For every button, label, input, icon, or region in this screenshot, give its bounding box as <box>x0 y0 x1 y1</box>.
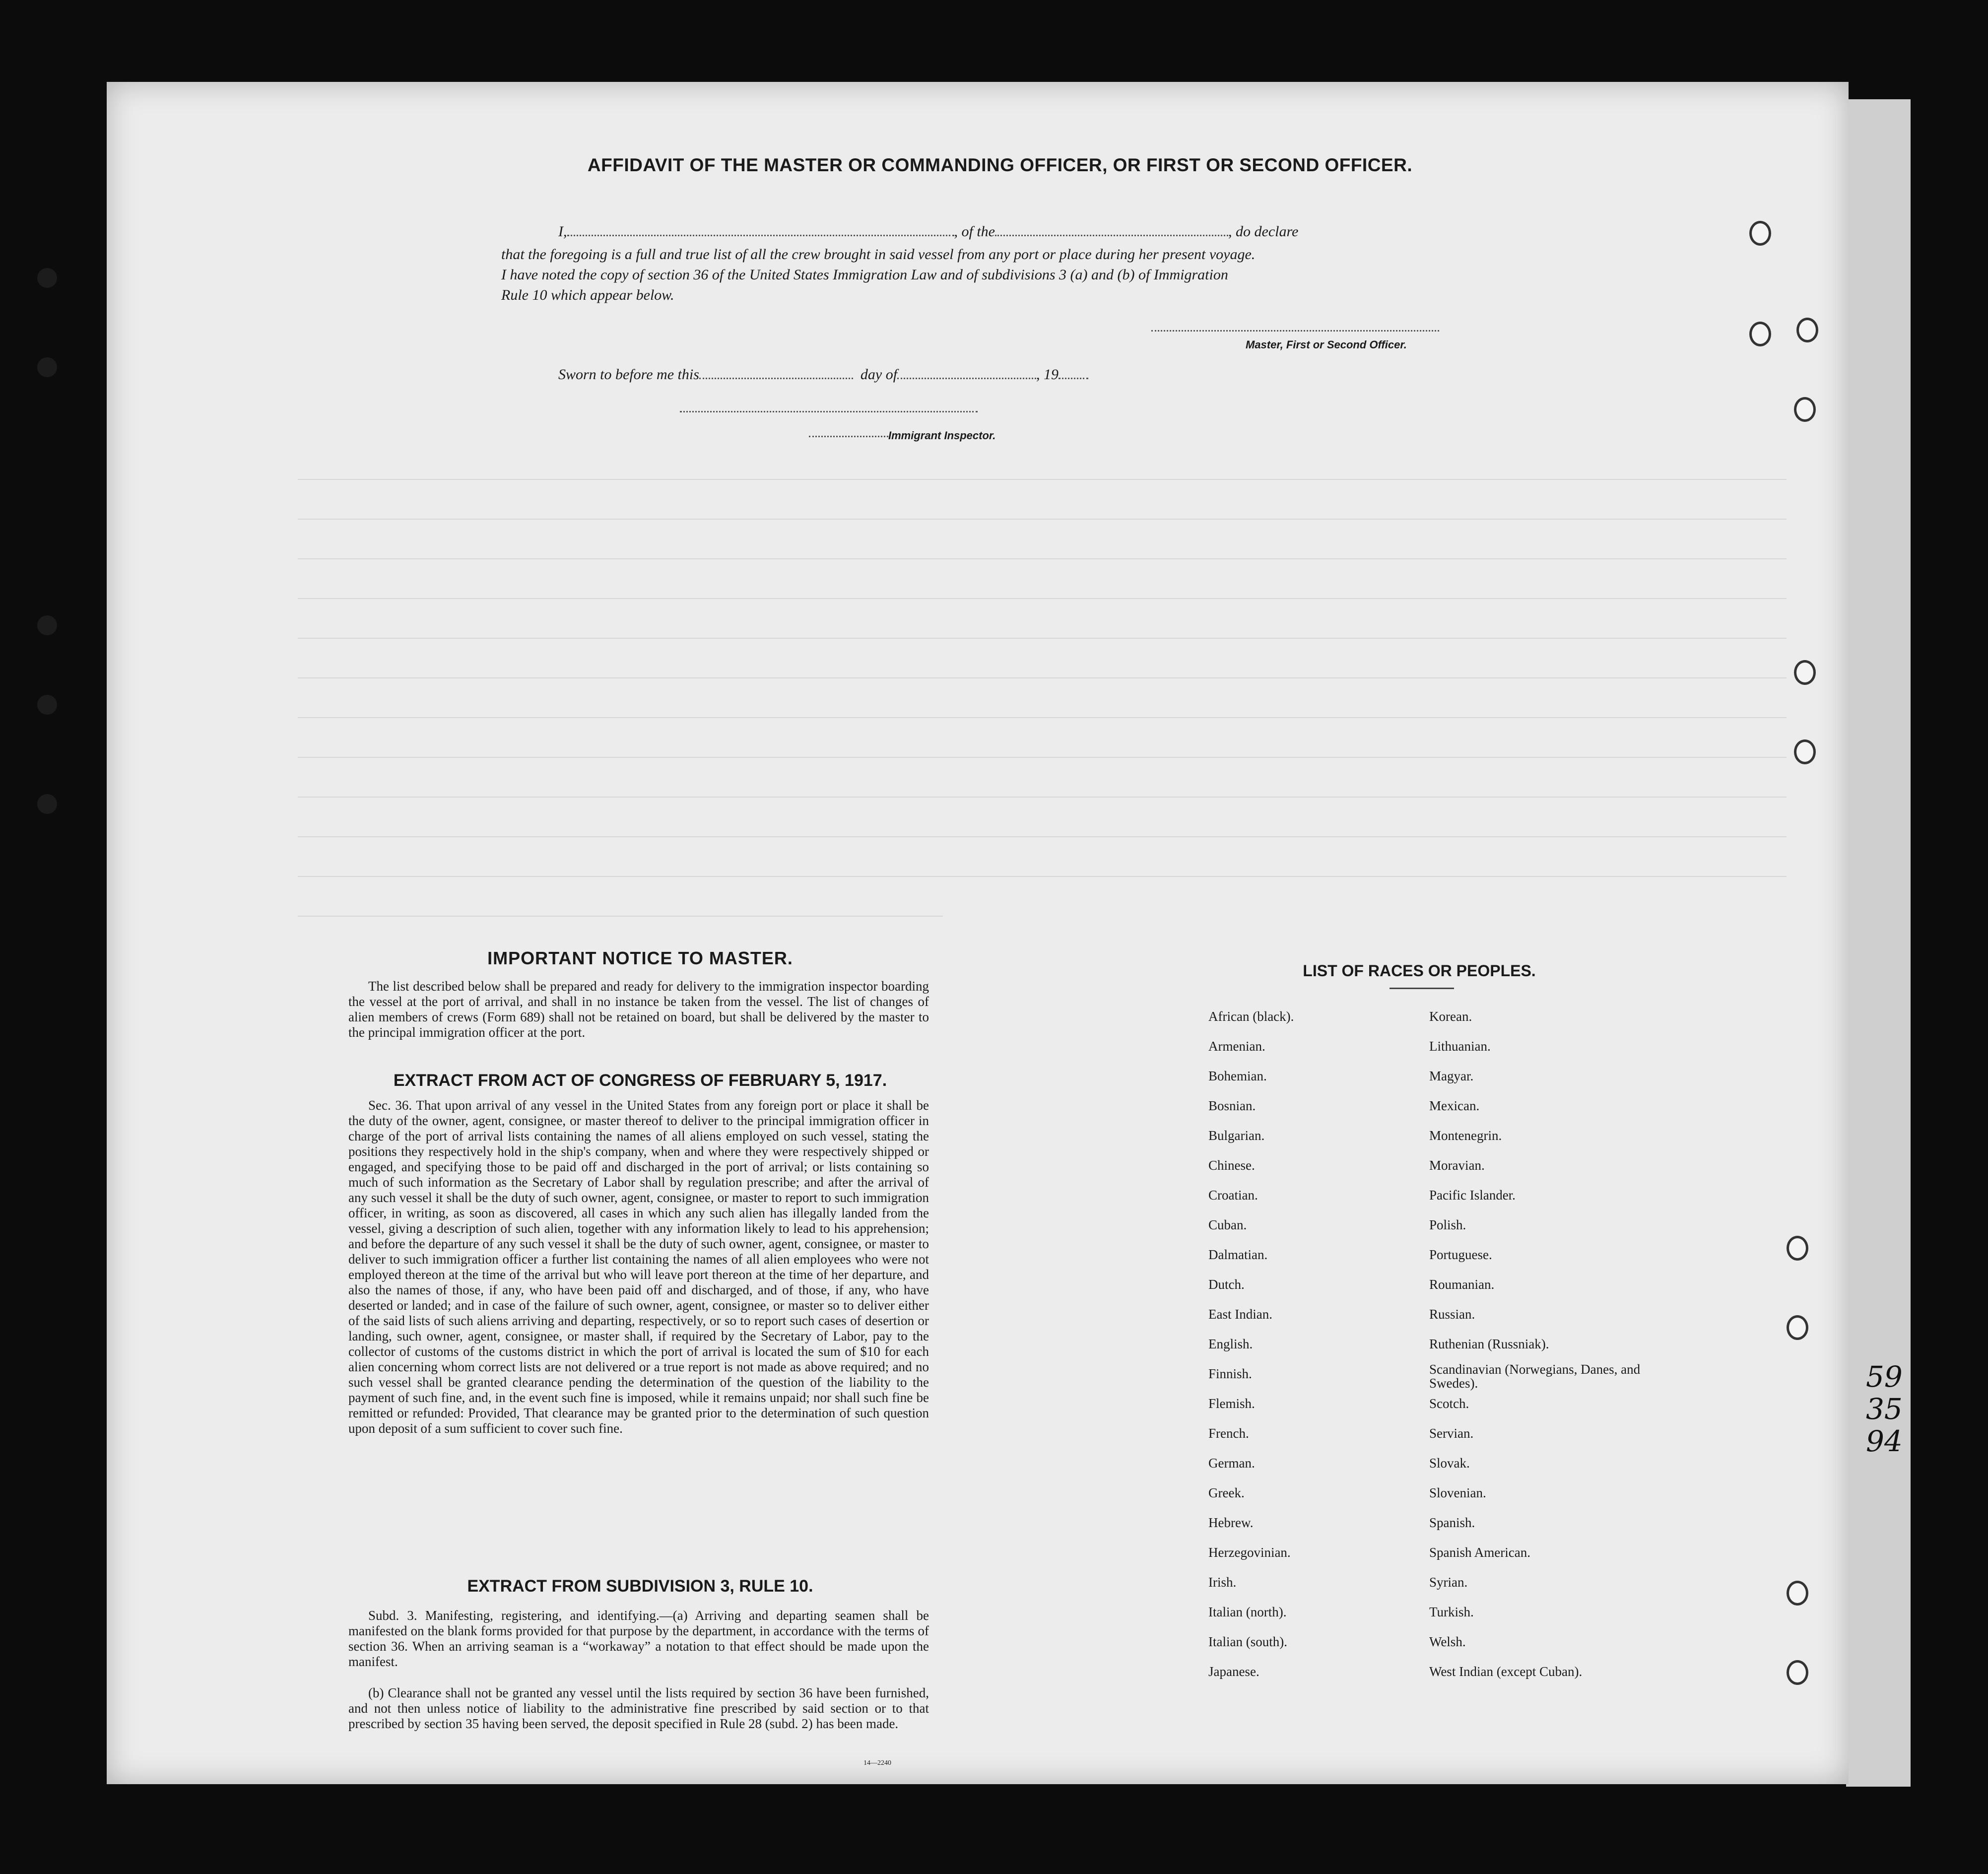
race-item: English. <box>1208 1337 1253 1351</box>
handwritten-number: 35 <box>1866 1392 1903 1426</box>
race-item: Cuban. <box>1208 1217 1247 1232</box>
bleed-row <box>298 757 1787 758</box>
extract-act-title: EXTRACT FROM ACT OF CONGRESS OF FEBRUARY 5, 1917. <box>393 1071 887 1090</box>
affidavit-line-1 <box>558 223 1298 240</box>
race-item: Montenegrin. <box>1429 1128 1502 1143</box>
bleed-through-title <box>347 171 1638 206</box>
race-item: African (black). <box>1208 1009 1294 1024</box>
sworn-year: , 19 <box>1036 366 1059 383</box>
race-item: Bohemian. <box>1208 1069 1267 1083</box>
race-item: Turkish. <box>1429 1605 1474 1619</box>
binding-hole-icon <box>37 357 57 377</box>
race-item: Roumanian. <box>1429 1277 1495 1292</box>
bleed-row <box>298 519 1787 520</box>
ring-hole-icon <box>1787 1315 1808 1340</box>
race-item: Japanese. <box>1208 1664 1259 1679</box>
bleed-row <box>298 558 1787 559</box>
race-item: Welsh. <box>1429 1634 1466 1649</box>
race-item: Mexican. <box>1429 1098 1480 1113</box>
ring-hole-icon <box>1794 739 1816 764</box>
notice-title: IMPORTANT NOTICE TO MASTER. <box>487 948 793 968</box>
binding-hole-icon <box>37 615 57 635</box>
bleed-row <box>298 836 1787 837</box>
notice-body: The list described below shall be prepared and ready for delivery to the immigration inspector boarding the vessel at the port of arrival, and shall in no instance be taken from the vessel. The list of changes of alien members of crews (Form 689) shall not be retained on board, but shall be delivered by the master to the principal immigration officer at the port. <box>348 979 929 1040</box>
vessel-field[interactable] <box>995 232 1228 236</box>
inspector-signature-label: Immigrant Inspector. <box>888 429 996 442</box>
race-item: Korean. <box>1429 1009 1472 1024</box>
race-item: Lithuanian. <box>1429 1039 1491 1054</box>
sworn-month-field[interactable] <box>897 375 1036 379</box>
inspector-signature-line-short[interactable] <box>809 436 888 437</box>
binding-hole-icon <box>37 794 57 814</box>
master-signature-line[interactable] <box>1151 330 1439 332</box>
race-item: Greek. <box>1208 1485 1245 1500</box>
extract-rule-title: EXTRACT FROM SUBDIVISION 3, RULE 10. <box>467 1577 813 1596</box>
affidavit-of-the: , of the <box>954 223 995 240</box>
underlying-sheet-edge <box>1846 99 1911 1787</box>
race-item: Hebrew. <box>1208 1515 1254 1530</box>
master-signature-label: Master, First or Second Officer. <box>1246 338 1407 351</box>
race-item: Scotch. <box>1429 1396 1469 1411</box>
sworn-prefix: Sworn to before me this <box>558 366 699 383</box>
race-item: East Indian. <box>1208 1307 1272 1322</box>
race-item: Chinese. <box>1208 1158 1255 1173</box>
ring-hole-icon <box>1794 660 1816 685</box>
races-title-rule <box>1390 988 1454 989</box>
ring-hole-icon <box>1749 322 1771 346</box>
handwritten-number: 59 <box>1866 1360 1903 1394</box>
extract-act-body: Sec. 36. That upon arrival of any vessel in the United States from any foreign port or place it shall be the duty of the owner, agent, consignee, or master thereof to deliver to the principal immigration officer in charge of the port of arrival lists containing the names of all aliens employed on such vessel, stating the positions they respectively hold in the ship's company, when and where they were respectively shipped or engaged, and specifying those to be paid off and discharged in the port of arrival; or lists containing so much of such information as the Secretary of Labor shall by regulation prescribe; and after the arrival of any such vessel it shall be the duty of such owner, agent, consignee, or master to report to such immigration officer, in writing, as soon as discovered, all cases in which any such alien has illegally landed from the vessel, giving a description of such alien, together with any information likely to lead to his apprehension; and before the departure of any such vessel it shall be the duty of such owner, agent, consignee, or master to deliver to such immigration officer a further list containing the names of all alien employees who were not employed thereon at the time of the arrival but who will leave port thereon at the time of her departure, and also the names of those, if any, who have been paid off and discharged, and of those, if any, who have deserted or landed; and in case of the failure of such owner, agent, consignee, or master so to deliver either of the said lists of such aliens arriving and departing, respectively, or so to report such cases of desertion or landing, such owner, agent, consignee, or master shall, if required by the Secretary of Labor, pay to the collector of customs of the customs district in which the port of arrival is located the sum of $10 for each alien concerning whom correct lists are not delivered or a true report is not made as above required; and no such vessel shall be granted clearance pending the determination of the question of the liability to the payment of such fine, and, in the event such fine is imposed, while it remains unpaid; nor shall such fine be remitted or refunded: Provided, That clearance may be granted prior to the determination of such question upon deposit of a sum sufficient to cover such fine. <box>348 1098 929 1436</box>
races-left-column <box>1208 1005 1294 1690</box>
binding-hole-icon <box>37 268 57 288</box>
race-item: Armenian. <box>1208 1039 1265 1054</box>
race-item: Irish. <box>1208 1575 1237 1590</box>
race-item: Bulgarian. <box>1208 1128 1265 1143</box>
race-item: Bosnian. <box>1208 1098 1256 1113</box>
race-item: French. <box>1208 1426 1249 1441</box>
ring-hole-icon <box>1794 397 1816 422</box>
race-item: Spanish. <box>1429 1515 1475 1530</box>
race-item: Finnish. <box>1208 1366 1252 1381</box>
ring-hole-icon <box>1787 1581 1808 1606</box>
race-item: Ruthenian (Russniak). <box>1429 1337 1549 1351</box>
ring-hole-icon <box>1787 1236 1808 1261</box>
bleed-row <box>298 598 1787 599</box>
form-code: 14—2240 <box>863 1759 891 1767</box>
bleed-row <box>298 717 1787 718</box>
binding-hole-icon <box>37 695 57 715</box>
sworn-day-of: day of <box>860 366 898 383</box>
race-item: Herzegovinian. <box>1208 1545 1291 1560</box>
affidavit-line-4: Rule 10 which appear below. <box>501 287 674 303</box>
inspector-signature-line[interactable] <box>680 411 978 412</box>
ring-hole-icon <box>1749 221 1771 246</box>
sworn-year-field[interactable] <box>1059 375 1088 379</box>
race-item: Dalmatian. <box>1208 1247 1268 1262</box>
bleed-row <box>298 916 943 917</box>
extract-rule-body-b: (b) Clearance shall not be granted any vessel until the lists required by section 36 have been furnished, and not then unless notice of liability to the administrative fine prescribed by said section or to that prescribed by section 35 having been served, the deposit specified in Rule 28 (subd. 2) has been made. <box>348 1685 929 1731</box>
sworn-day-field[interactable] <box>699 375 853 379</box>
race-item: Flemish. <box>1208 1396 1255 1411</box>
affidavit-line-3: I have noted the copy of section 36 of the United States Immigration Law and of subdivisions 3 (a) and (b) of Immigration <box>501 267 1228 283</box>
race-item: Moravian. <box>1429 1158 1485 1173</box>
bleed-row <box>298 876 1787 877</box>
affidavit-line-2: that the foregoing is a full and true list of all the crew brought in said vessel from any port or place during her present voyage. <box>501 246 1256 263</box>
sworn-line <box>558 366 1088 383</box>
race-item: Scandinavian (Norwegians, Danes, and Swedes). <box>1429 1362 1641 1391</box>
handwritten-number: 94 <box>1866 1424 1903 1458</box>
bleed-row <box>298 797 1787 798</box>
race-item: Polish. <box>1429 1217 1466 1232</box>
race-item: Portuguese. <box>1429 1247 1492 1262</box>
race-item: Slovak. <box>1429 1456 1470 1471</box>
race-item: Pacific Islander. <box>1429 1188 1516 1203</box>
races-right-column <box>1429 1005 1648 1690</box>
race-item: German. <box>1208 1456 1255 1471</box>
races-title: LIST OF RACES OR PEOPLES. <box>1303 962 1536 980</box>
race-item: Syrian. <box>1429 1575 1468 1590</box>
race-item: Magyar. <box>1429 1069 1474 1083</box>
ring-hole-icon <box>1796 318 1818 342</box>
bleed-row <box>298 677 1787 678</box>
race-item: Spanish American. <box>1429 1545 1530 1560</box>
race-item: Slovenian. <box>1429 1485 1486 1500</box>
name-field[interactable] <box>567 232 954 236</box>
ring-hole-icon <box>1787 1660 1808 1685</box>
bleed-row <box>298 479 1787 480</box>
race-item: West Indian (except Cuban). <box>1429 1664 1583 1679</box>
race-item: Dutch. <box>1208 1277 1245 1292</box>
affidavit-declare: , do declare <box>1228 223 1299 240</box>
affidavit-title: AFFIDAVIT OF THE MASTER OR COMMANDING OFFICER, OR FIRST OR SECOND OFFICER. <box>587 155 1413 175</box>
affidavit-i: I, <box>558 223 567 240</box>
race-item: Croatian. <box>1208 1188 1258 1203</box>
race-item: Servian. <box>1429 1426 1474 1441</box>
race-item: Russian. <box>1429 1307 1475 1322</box>
race-item: Italian (north). <box>1208 1605 1287 1619</box>
race-item: Italian (south). <box>1208 1634 1287 1649</box>
bleed-row <box>298 638 1787 639</box>
extract-rule-body-a: Subd. 3. Manifesting, registering, and identifying.—(a) Arriving and departing seamen shall be manifested on the blank forms provided for that purpose by the department, in accordance with the terms of section 36. When an arriving seaman is a “workaway” a notation to that effect should be made upon the manifest. <box>348 1608 929 1669</box>
